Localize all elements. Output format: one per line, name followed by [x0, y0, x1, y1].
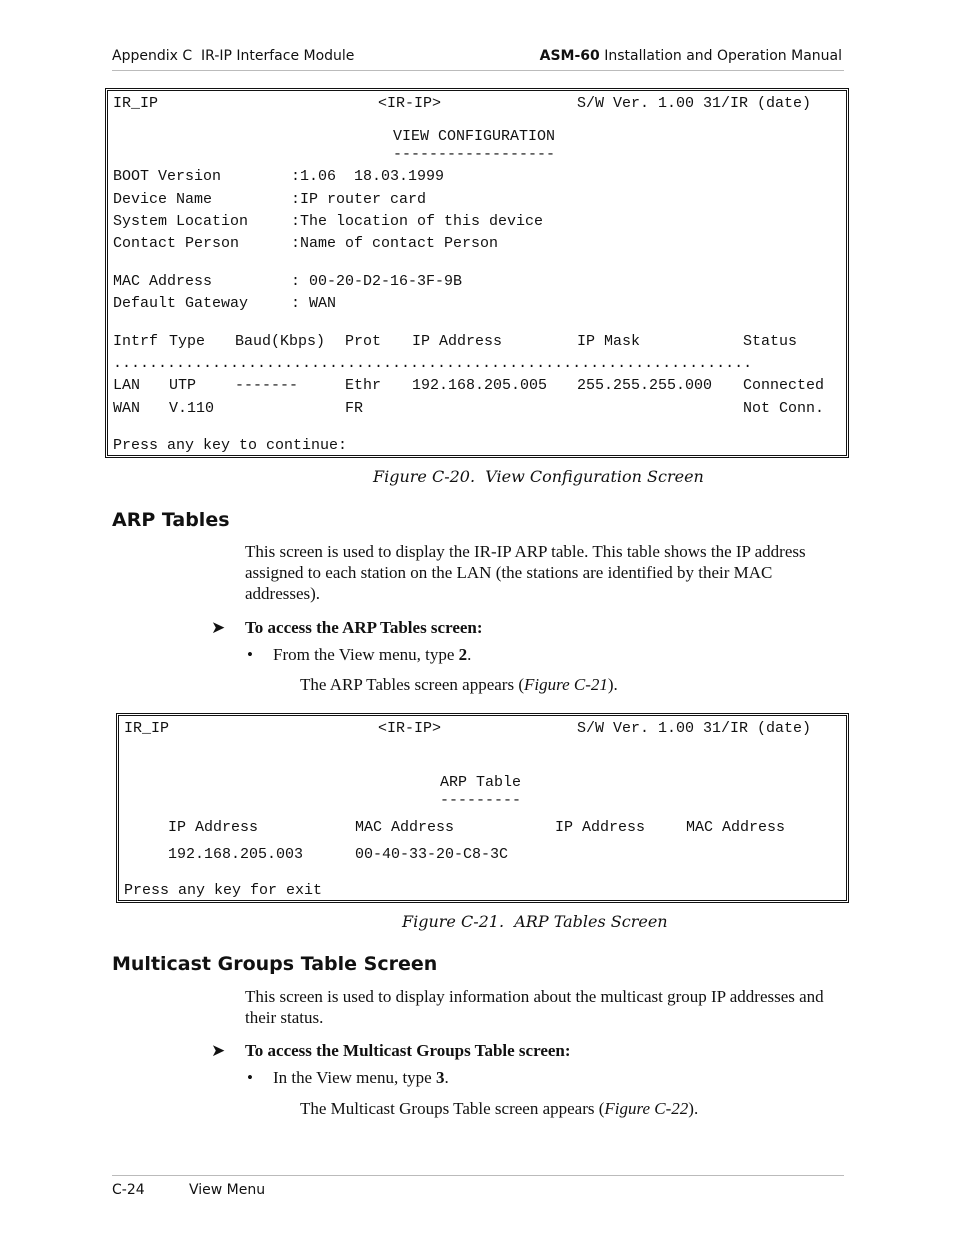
column-header: MAC Address: [355, 819, 455, 836]
figure-caption: Figure C-21. ARP Tables Screen: [402, 912, 668, 931]
column-header: IP Address: [555, 819, 646, 836]
config-label: MAC Address: [113, 273, 213, 290]
procedure-arrow-icon: ➤: [211, 618, 226, 637]
result-text-pre: The Multicast Groups Table screen appears (: [300, 1099, 605, 1118]
figure-caption: Figure C-20. View Configuration Screen: [373, 467, 704, 486]
running-header-left: Appendix C IR-IP Interface Module: [112, 48, 355, 64]
column-header: Baud(Kbps): [235, 333, 326, 350]
bullet-text-post: .: [467, 645, 472, 664]
table-cell: LAN: [113, 377, 141, 394]
manual-product-name: ASM-60: [539, 48, 600, 64]
table-cell: V.110: [169, 400, 215, 417]
table-cell: Connected: [743, 377, 825, 394]
screen-module-name: <IR-IP>: [378, 95, 442, 112]
section-paragraph: This screen is used to display information about the multicast group IP addresses and their status.: [245, 987, 824, 1027]
config-value: :1.06 18.03.1999: [291, 168, 445, 185]
screen-module-name: <IR-IP>: [378, 720, 442, 737]
config-value: :IP router card: [291, 191, 427, 208]
view-configuration-screen: [105, 88, 849, 458]
config-value: :The location of this device: [291, 213, 544, 230]
page-number: C-24: [112, 1182, 145, 1198]
procedure-arrow-icon: ➤: [211, 1041, 226, 1060]
screen-app-name: IR_IP: [113, 95, 159, 112]
table-cell: UTP: [169, 377, 197, 394]
manual-title: Installation and Operation Manual: [599, 48, 842, 64]
table-cell: Not Conn.: [743, 400, 825, 417]
column-header: Intrf: [113, 333, 159, 350]
column-header: MAC Address: [686, 819, 786, 836]
screen-prompt: Press any key for exit: [124, 882, 323, 899]
screen-version: S/W Ver. 1.00 31/IR (date): [577, 720, 812, 737]
section-heading: Multicast Groups Table Screen: [112, 953, 438, 975]
config-value: : 00-20-D2-16-3F-9B: [291, 273, 463, 290]
running-header-right: [540, 48, 842, 64]
table-cell: 192.168.205.005: [412, 377, 548, 394]
figure-reference: Figure C-22: [604, 1099, 689, 1118]
table-cell: FR: [345, 400, 364, 417]
screen-version: S/W Ver. 1.00 31/IR (date): [577, 95, 812, 112]
result-text: [300, 674, 618, 695]
screen-title: ARP Table: [440, 774, 522, 791]
config-label: Device Name: [113, 191, 213, 208]
footer-rule: [112, 1175, 844, 1176]
table-cell: Ethr: [345, 377, 382, 394]
screen-title: VIEW CONFIGURATION: [393, 128, 556, 145]
bullet-text-pre: From the View menu, type: [273, 645, 459, 664]
procedure-step: To access the Multicast Groups Table screen:: [245, 1041, 571, 1060]
section-heading: ARP Tables: [112, 509, 230, 531]
result-text-post: ).: [607, 675, 618, 694]
config-label: Contact Person: [113, 235, 240, 252]
column-header: Type: [169, 333, 206, 350]
config-label: System Location: [113, 213, 249, 230]
table-cell: 00-40-33-20-C8-3C: [355, 846, 509, 863]
config-value: :Name of contact Person: [291, 235, 499, 252]
config-label: BOOT Version: [113, 168, 222, 185]
bullet-text-post: .: [444, 1068, 449, 1087]
column-header: IP Address: [412, 333, 503, 350]
key-value: 2: [458, 645, 468, 664]
result-text-post: ).: [688, 1099, 699, 1118]
arp-tables-screen: [116, 713, 849, 903]
column-header: Prot: [345, 333, 382, 350]
result-text: [300, 1098, 698, 1119]
config-label: Default Gateway: [113, 295, 249, 312]
table-cell: 255.255.255.000: [577, 377, 713, 394]
screen-title-rule: ---------: [440, 792, 522, 809]
bullet-text: [273, 644, 471, 665]
bullet-icon: •: [247, 1068, 253, 1087]
section-paragraph: This screen is used to display the IR-IP ARP table. This table shows the IP address assigned to each station on the LAN (the stations are identified by their MAC addresses).: [245, 542, 806, 603]
config-value: : WAN: [291, 295, 337, 312]
screen-prompt: Press any key to continue:: [113, 437, 348, 454]
procedure-step: To access the ARP Tables screen:: [245, 618, 483, 637]
key-value: 3: [435, 1068, 445, 1087]
table-cell: 192.168.205.003: [168, 846, 304, 863]
bullet-icon: •: [247, 645, 253, 664]
table-cell: WAN: [113, 400, 141, 417]
figure-reference: Figure C-21: [524, 675, 608, 694]
dotted-separator: .......................................................................: [113, 355, 753, 372]
bullet-text: [273, 1067, 449, 1088]
footer-section: View Menu: [189, 1182, 266, 1198]
column-header: Status: [743, 333, 798, 350]
bullet-text-pre: In the View menu, type: [273, 1068, 436, 1087]
column-header: IP Address: [168, 819, 259, 836]
screen-title-rule: ------------------: [393, 146, 556, 163]
header-rule: [112, 70, 844, 71]
column-header: IP Mask: [577, 333, 641, 350]
result-text-pre: The ARP Tables screen appears (: [300, 675, 524, 694]
screen-app-name: IR_IP: [124, 720, 170, 737]
table-cell: -------: [235, 377, 299, 394]
